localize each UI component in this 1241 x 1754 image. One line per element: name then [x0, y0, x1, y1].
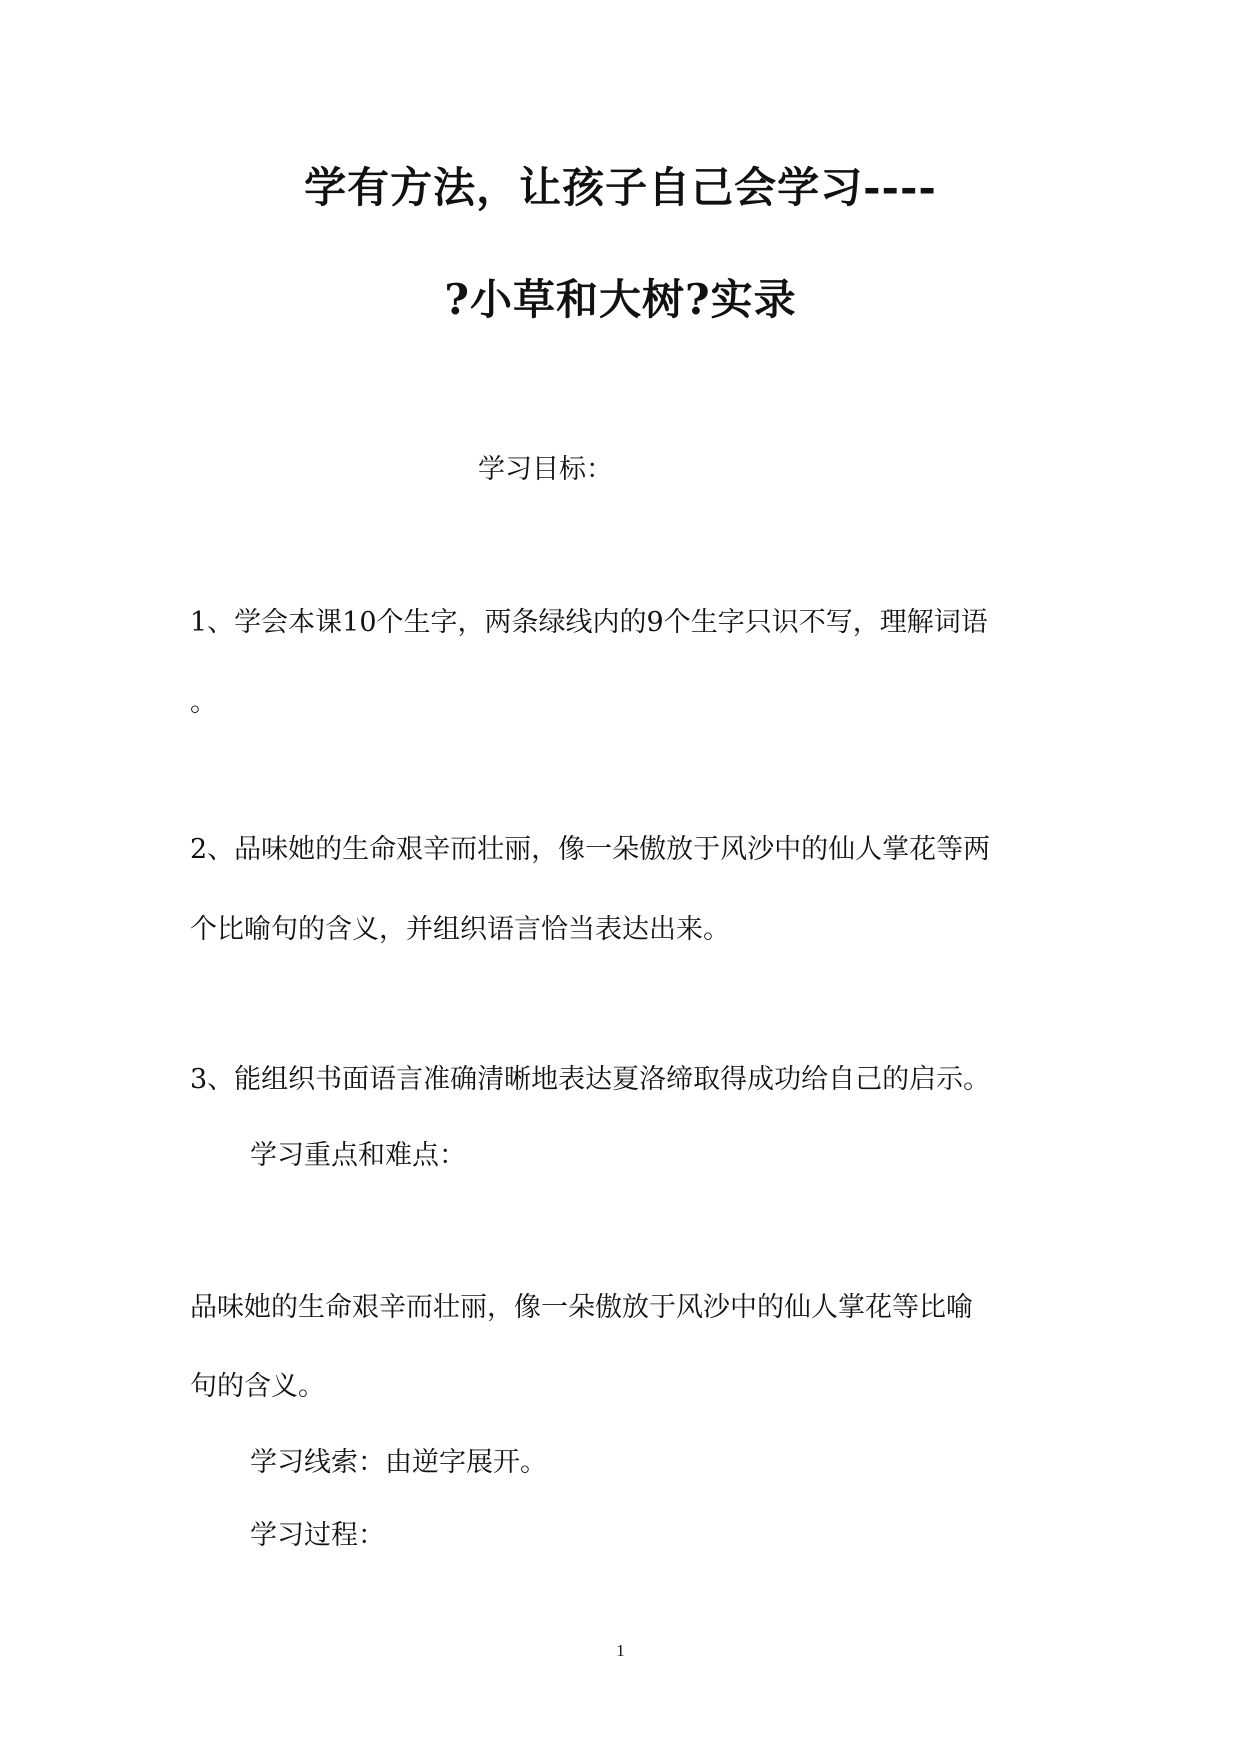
goal-2-line-2: 个比喻句的含义，并组织语言恰当表达出来。	[190, 914, 730, 945]
key-points-line-1: 品味她的生命艰辛而壮丽，像一朵傲放于风沙中的仙人掌花等比喻	[190, 1292, 973, 1323]
goal-3-line-1: 3、能组织书面语言准确清晰地表达夏洛缔取得成功给自己的启示。	[190, 1064, 991, 1095]
goal-1-line-1: 1、学会本课10个生字，两条绿线内的9个生字只识不写，理解词语	[190, 607, 988, 638]
page-number: 1	[616, 1641, 625, 1660]
title-line-2: ?小草和大树?实录	[444, 275, 797, 324]
learning-goals-heading: 学习目标：	[478, 454, 613, 485]
title-line-1: 学有方法，让孩子自己会学习----	[304, 163, 937, 212]
learning-process-heading: 学习过程：	[250, 1520, 385, 1551]
goal-1-line-2: 。	[190, 687, 217, 718]
learning-clue: 学习线索：由逆字展开。	[250, 1447, 547, 1478]
goal-2-line-1: 2、品味她的生命艰辛而壮丽，像一朵傲放于风沙中的仙人掌花等两	[190, 834, 991, 865]
key-points-heading: 学习重点和难点：	[250, 1140, 466, 1171]
key-points-line-2: 句的含义。	[190, 1371, 325, 1402]
